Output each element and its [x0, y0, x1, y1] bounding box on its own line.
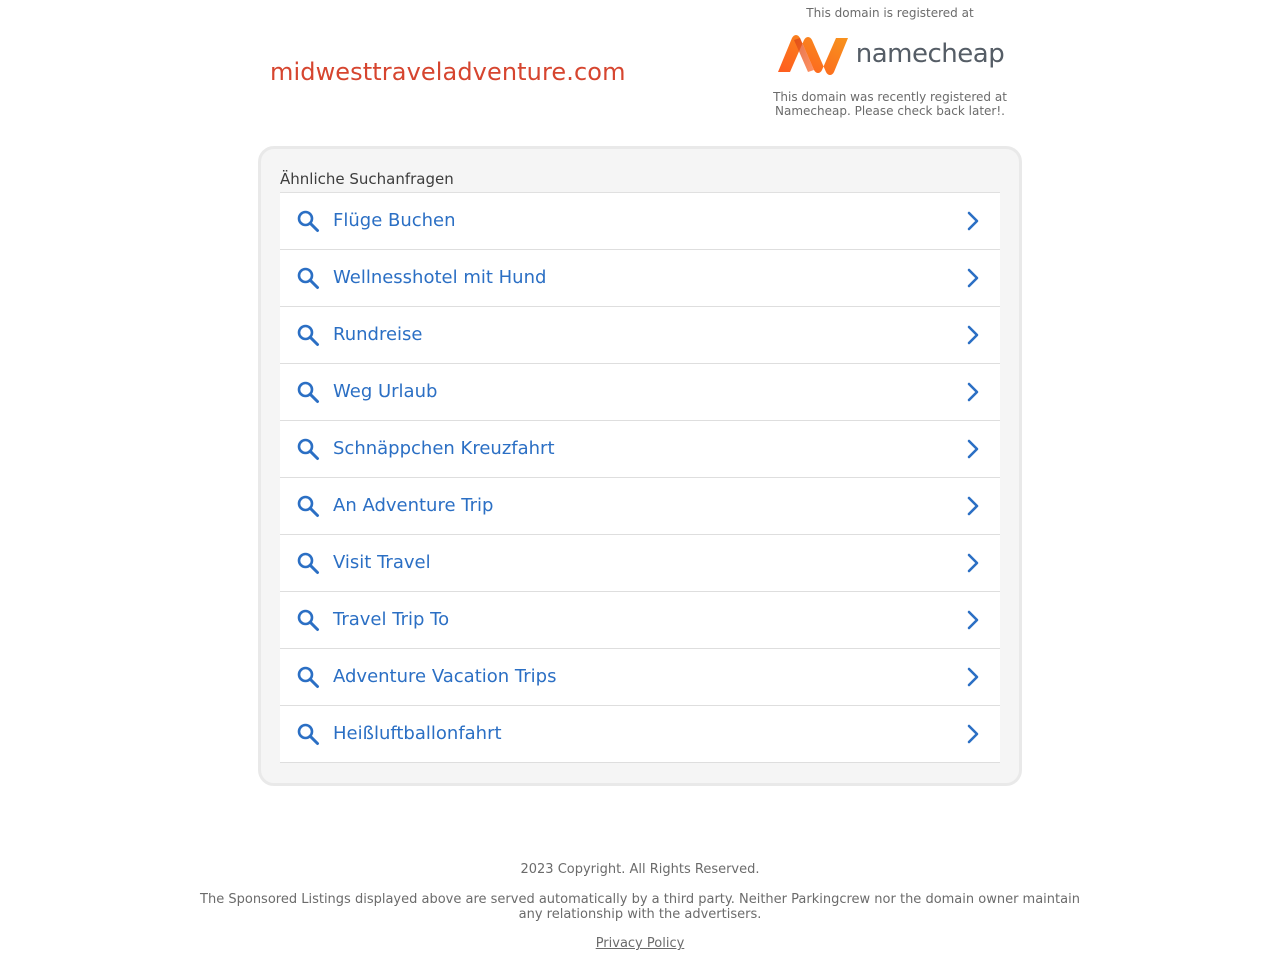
- chevron-right-icon: [962, 267, 984, 289]
- search-result-label: Wellnesshotel mit Hund: [333, 267, 547, 288]
- search-result-row[interactable]: [280, 706, 1000, 763]
- search-icon: [296, 551, 320, 575]
- namecheap-logo-text: namecheap: [855, 39, 1005, 69]
- panel-title: Ähnliche Suchanfragen: [280, 170, 454, 188]
- registrar-block: [760, 0, 1020, 118]
- search-result-label: Rundreise: [333, 324, 423, 345]
- chevron-right-icon: [962, 438, 984, 460]
- chevron-right-icon: [962, 210, 984, 232]
- search-result-row[interactable]: [280, 250, 1000, 307]
- copyright-text: 2023 Copyright. All Rights Reserved.: [520, 862, 760, 877]
- chevron-right-icon: [962, 723, 984, 745]
- search-result-row[interactable]: [280, 421, 1000, 478]
- chevron-right-icon: [962, 324, 984, 346]
- search-result-label: Schnäppchen Kreuzfahrt: [333, 438, 555, 459]
- related-searches-panel: [258, 146, 1022, 786]
- search-result-label: Flüge Buchen: [333, 210, 456, 231]
- search-result-label: Visit Travel: [333, 552, 431, 573]
- search-icon: [296, 608, 320, 632]
- registrar-bottom-text: This domain was recently registered at Namecheap. Please check back later!.: [773, 90, 1007, 118]
- search-icon: [296, 323, 320, 347]
- related-searches-list: [280, 192, 1000, 763]
- sponsored-disclaimer: The Sponsored Listings displayed above are served automatically by a third party. Neither Parkingcrew nor the domain owner maintain any relationship with the advertisers.: [200, 892, 1080, 922]
- registrar-top-text: This domain is registered at: [806, 6, 974, 20]
- privacy-policy-link[interactable]: Privacy Policy: [595, 936, 685, 951]
- search-icon: [296, 722, 320, 746]
- chevron-right-icon: [962, 381, 984, 403]
- search-icon: [296, 494, 320, 518]
- search-icon: [296, 437, 320, 461]
- chevron-right-icon: [962, 552, 984, 574]
- search-result-row[interactable]: [280, 307, 1000, 364]
- search-icon: [296, 380, 320, 404]
- namecheap-logo-mark-icon: [776, 32, 850, 76]
- chevron-right-icon: [962, 495, 984, 517]
- search-result-label: Heißluftballonfahrt: [333, 723, 502, 744]
- search-result-label: Weg Urlaub: [333, 381, 438, 402]
- search-result-label: An Adventure Trip: [333, 495, 494, 516]
- search-result-label: Adventure Vacation Trips: [333, 666, 557, 687]
- search-result-row[interactable]: [280, 592, 1000, 649]
- search-result-row[interactable]: [280, 649, 1000, 706]
- search-result-row[interactable]: [280, 193, 1000, 250]
- search-icon: [296, 266, 320, 290]
- chevron-right-icon: [962, 666, 984, 688]
- search-result-row[interactable]: [280, 535, 1000, 592]
- namecheap-logo[interactable]: [760, 24, 1020, 84]
- search-result-label: Travel Trip To: [333, 609, 450, 630]
- domain-title[interactable]: midwesttraveladventure.com: [270, 58, 626, 86]
- chevron-right-icon: [962, 609, 984, 631]
- search-result-row[interactable]: [280, 364, 1000, 421]
- search-icon: [296, 665, 320, 689]
- footer: [0, 862, 1280, 951]
- search-result-row[interactable]: [280, 478, 1000, 535]
- search-icon: [296, 209, 320, 233]
